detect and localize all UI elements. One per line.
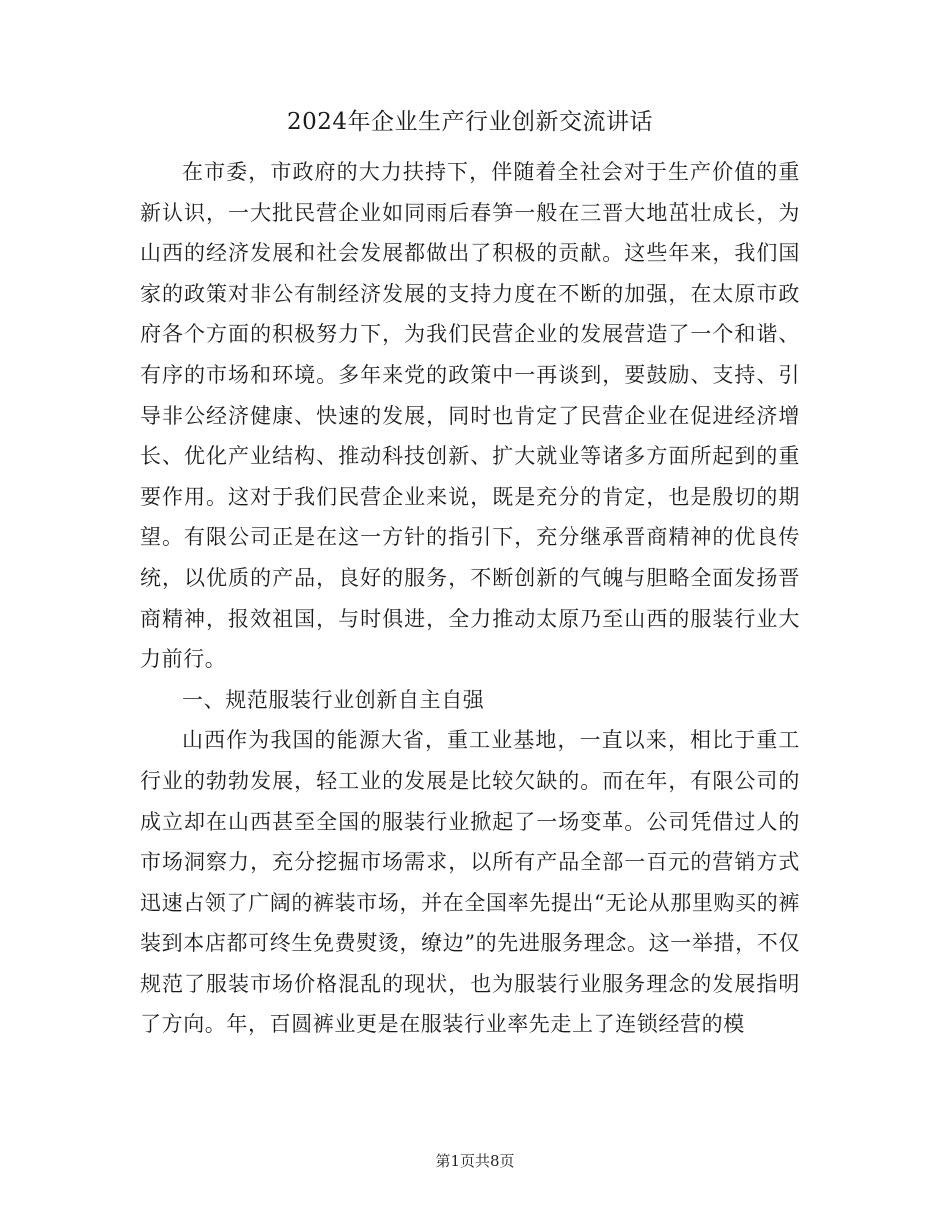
document-title: 2024年企业生产行业创新交流讲话 <box>286 109 654 135</box>
document-body <box>140 100 800 1045</box>
body-paragraph: 在市委，市政府的大力扶持下，伴随着全社会对于生产价值的重新认识，一大批民营企业如同雨后春笋一般在三晋大地茁壮成长，为山西的经济发展和社会发展都做出了积极的贡献。这些年来，我们国家的政策对非公有制经济发展的支持力度在不断的加强，在太原市政府各个方面的积极努力下，为我们民营企业的发展营造了一个和谐、有序的市场和环境。多年来党的政策中一再谈到，要鼓励、支持、引导非公经济健康、快速的发展，同时也肯定了民营企业在促进经济增长、优化产业结构、推动科技创新、扩大就业等诸多方面所起到的重要作用。这对于我们民营企业来说，既是充分的肯定，也是殷切的期望。有限公司正是在这一方针的指引下，充分继承晋商精神的优良传统，以优质的产品，良好的服务，不断创新的气魄与胆略全面发扬晋商精神，报效祖国，与时俱进，全力推动太原乃至山西的服装行业大力前行。 <box>140 160 800 672</box>
section-heading: 一、规范服装行业创新自主自强 <box>182 687 485 712</box>
body-paragraph: 山西作为我国的能源大省，重工业基地，一直以来，相比于重工行业的勃勃发展，轻工业的发展是比较欠缺的。而在年，有限公司的成立却在山西甚至全国的服装行业掀起了一场变革。公司凭借过人的市场洞察力，充分挖掘市场需求，以所有产品全部一百元的营销方式迅速占领了广阔的裤装市场，并在全国率先提出“无论从那里购买的裤装到本店都可终生免费熨烫，缭边”的先进服务理念。这一举措，不仅规范了服装市场价格混乱的现状，也为服装行业服务理念的发展指明了方向。年，百圆裤业更是在服装行业率先走上了连锁经营的模 <box>140 728 800 1037</box>
page-number: 第1页共8页 <box>435 1152 515 1170</box>
